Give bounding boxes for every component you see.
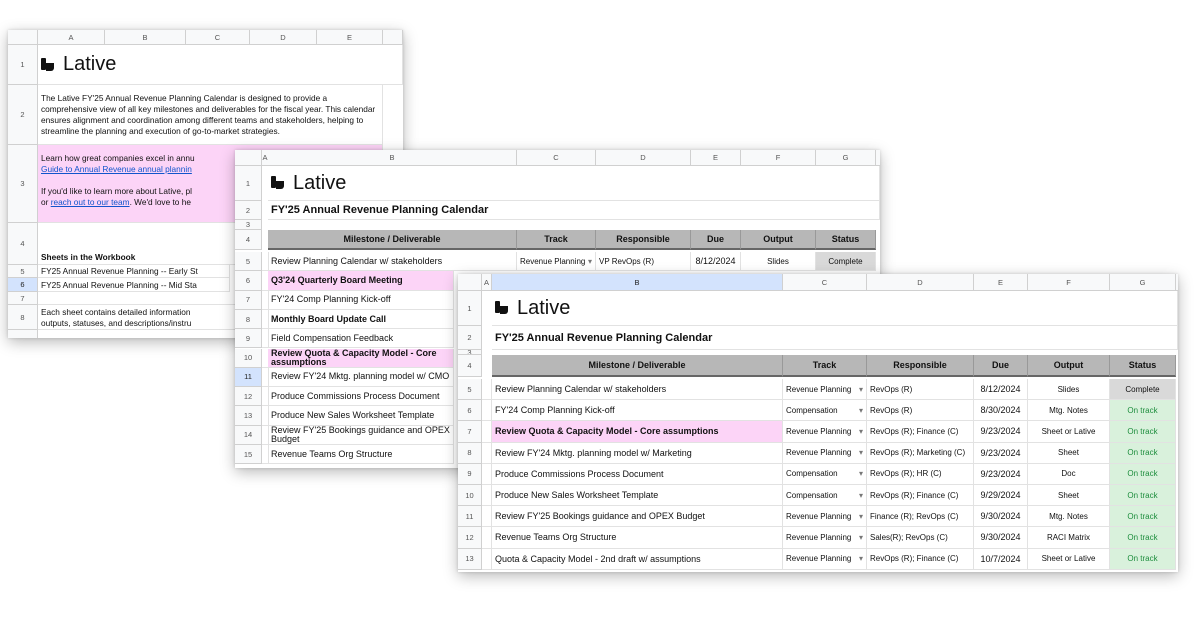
empty-cell — [482, 464, 492, 485]
corner-cell[interactable] — [235, 150, 262, 166]
contact-or: or — [41, 197, 51, 207]
row-header[interactable]: 2 — [458, 326, 482, 350]
milestone-cell[interactable]: Quota & Capacity Model - 2nd draft w/ assumptions — [492, 549, 783, 570]
contact-text: If you'd like to learn more about Lative, pl — [41, 186, 193, 196]
column-title: Due — [974, 355, 1028, 377]
track-dropdown[interactable]: Revenue Planning ▾ — [783, 379, 867, 400]
milestone-cell[interactable]: Review Quota & Capacity Model - Core assumptions — [492, 421, 783, 442]
column-header[interactable]: B — [105, 30, 186, 45]
responsible-cell[interactable]: RevOps (R); HR (C) — [867, 464, 974, 485]
empty-cell — [482, 443, 492, 464]
calendar-sheet-mid — [458, 274, 1178, 572]
row-header[interactable]: 8 — [458, 443, 482, 464]
sheet-title: FY'25 Annual Revenue Planning Calendar — [492, 326, 1178, 350]
column-header[interactable]: B — [492, 274, 783, 291]
empty-cell — [482, 485, 492, 506]
logo-text: Lative — [293, 171, 347, 194]
empty-cell — [482, 400, 492, 421]
learn-text: Learn how great companies excel in annu — [41, 153, 195, 163]
row-header[interactable]: 3 — [8, 145, 38, 223]
row-header[interactable]: 1 — [235, 166, 262, 201]
empty-cell — [482, 421, 492, 442]
column-header[interactable]: A — [482, 274, 492, 291]
responsible-cell[interactable]: RevOps (R) — [867, 379, 974, 400]
column-header[interactable]: D — [596, 150, 691, 166]
logo-cell — [38, 45, 403, 85]
lative-logo-icon — [271, 176, 285, 190]
column-header[interactable] — [1176, 274, 1178, 291]
output-cell[interactable]: Doc — [1028, 464, 1110, 485]
row-header[interactable]: 6 — [8, 278, 38, 292]
row-header[interactable]: 10 — [458, 485, 482, 506]
milestone-cell[interactable]: Produce New Sales Worksheet Template — [492, 485, 783, 506]
status-badge[interactable]: On track — [1110, 464, 1176, 485]
column-title: Milestone / Deliverable — [492, 355, 783, 377]
milestone-cell[interactable]: Review FY'25 Bookings guidance and OPEX Budget — [492, 506, 783, 527]
status-badge[interactable]: Complete — [1110, 379, 1176, 400]
column-header[interactable] — [383, 30, 403, 45]
status-badge[interactable]: On track — [1110, 400, 1176, 421]
row-header[interactable]: 7 — [235, 291, 262, 310]
column-header[interactable] — [876, 150, 880, 166]
row-header[interactable]: 14 — [235, 426, 262, 445]
responsible-cell[interactable]: RevOps (R); Finance (C) — [867, 421, 974, 442]
track-dropdown[interactable]: Revenue Planning ▾ — [517, 252, 596, 271]
sheet-link[interactable]: FY25 Annual Revenue Planning -- Mid Sta — [38, 278, 230, 292]
row-header[interactable]: 4 — [8, 223, 38, 265]
row-header[interactable]: 6 — [235, 271, 262, 290]
column-title: Status — [1110, 355, 1176, 377]
column-title: Milestone / Deliverable — [268, 230, 517, 250]
row-header[interactable] — [8, 330, 38, 338]
output-cell[interactable]: Slides — [1028, 379, 1110, 400]
row-header[interactable]: 11 — [458, 506, 482, 527]
corner-cell[interactable] — [8, 30, 38, 45]
desc-line: Each sheet contains detailed information — [41, 307, 191, 317]
row-header[interactable]: 8 — [8, 305, 38, 330]
corner-cell[interactable] — [458, 274, 482, 291]
milestone-cell[interactable]: Review Quota & Capacity Model - Core assumptions — [268, 349, 454, 368]
status-badge[interactable]: On track — [1110, 421, 1176, 442]
row-header[interactable]: 12 — [235, 387, 262, 406]
track-dropdown[interactable]: Revenue Planning ▾ — [783, 421, 867, 442]
milestone-cell[interactable]: Field Compensation Feedback — [268, 329, 454, 348]
sheets-heading: Sheets in the Workbook — [38, 223, 383, 265]
lative-logo-icon — [41, 58, 55, 72]
row-header[interactable]: 11 — [235, 368, 262, 387]
contact-suffix: . We'd love to he — [129, 197, 191, 207]
milestone-cell[interactable]: Review FY'25 Bookings guidance and OPEX Budget — [268, 426, 454, 445]
sheet-link[interactable]: FY25 Annual Revenue Planning -- Early St — [38, 265, 230, 278]
column-header[interactable]: A — [262, 150, 269, 166]
row-header[interactable]: 15 — [235, 445, 262, 464]
status-badge[interactable]: On track — [1110, 485, 1176, 506]
track-dropdown[interactable]: Compensation ▾ — [783, 485, 867, 506]
row-header[interactable]: 1 — [458, 291, 482, 326]
track-dropdown[interactable]: Revenue Planning ▾ — [783, 443, 867, 464]
track-dropdown[interactable]: Revenue Planning ▾ — [783, 549, 867, 570]
column-header[interactable]: E — [691, 150, 741, 166]
due-cell[interactable]: 9/23/2024 — [974, 421, 1028, 442]
column-title: Due — [691, 230, 741, 250]
row-header[interactable]: 6 — [458, 400, 482, 421]
column-header[interactable]: A — [38, 30, 105, 45]
track-dropdown[interactable]: Compensation ▾ — [783, 464, 867, 485]
column-header[interactable]: G — [1110, 274, 1176, 291]
milestone-cell[interactable]: FY'24 Comp Planning Kick-off — [492, 400, 783, 421]
row-header[interactable]: 5 — [458, 379, 482, 400]
due-cell[interactable]: 8/30/2024 — [974, 400, 1028, 421]
column-header[interactable]: D — [250, 30, 317, 45]
column-header[interactable]: F — [1028, 274, 1110, 291]
row-header[interactable]: 3 — [235, 220, 262, 230]
output-cell[interactable]: Sheet — [1028, 443, 1110, 464]
empty-cell — [482, 506, 492, 527]
empty-cell — [482, 379, 492, 400]
empty-cell — [482, 527, 492, 548]
row-header[interactable]: 4 — [235, 230, 262, 250]
column-title: Track — [517, 230, 596, 250]
sheet-title: FY'25 Annual Revenue Planning Calendar — [268, 201, 880, 220]
column-title: Responsible — [867, 355, 974, 377]
milestone-cell[interactable]: Review Planning Calendar w/ stakeholders — [268, 252, 517, 271]
row-header[interactable]: 13 — [235, 406, 262, 425]
row-header[interactable]: 9 — [458, 464, 482, 485]
logo-text: Lative — [517, 296, 571, 319]
responsible-cell[interactable]: RevOps (R) — [867, 400, 974, 421]
empty-cell — [482, 549, 492, 570]
track-dropdown[interactable]: Compensation ▾ — [783, 400, 867, 421]
status-badge[interactable]: On track — [1110, 506, 1176, 527]
milestone-cell[interactable]: Produce Commissions Process Document — [492, 464, 783, 485]
responsible-cell[interactable]: RevOps (R); Marketing (C) — [867, 443, 974, 464]
column-header[interactable]: G — [816, 150, 876, 166]
milestone-cell[interactable]: Review FY'24 Mktg. planning model w/ Marketing — [492, 443, 783, 464]
track-dropdown[interactable]: Revenue Planning ▾ — [783, 506, 867, 527]
lative-logo-icon — [495, 301, 509, 315]
milestone-cell[interactable]: Review Planning Calendar w/ stakeholders — [492, 379, 783, 400]
track-dropdown[interactable]: Revenue Planning ▾ — [783, 527, 867, 548]
column-header[interactable]: B — [268, 150, 517, 166]
guide-link[interactable]: Guide to Annual Revenue annual plannin — [41, 164, 192, 174]
row-header[interactable]: 1 — [8, 45, 38, 85]
due-cell[interactable]: 9/30/2024 — [974, 506, 1028, 527]
due-cell[interactable]: 8/12/2024 — [691, 252, 741, 271]
column-title: Status — [816, 230, 876, 250]
milestone-cell[interactable]: Review FY'24 Mktg. planning model w/ CMO — [268, 368, 454, 387]
desc-line: outputs, statuses, and descriptions/instru — [41, 318, 192, 328]
column-header[interactable]: D — [867, 274, 974, 291]
reach-out-link[interactable]: reach out to our team — [50, 197, 130, 207]
output-cell[interactable]: Sheet — [1028, 485, 1110, 506]
milestone-cell[interactable]: FY'24 Comp Planning Kick-off — [268, 291, 454, 310]
milestone-cell[interactable]: Revenue Teams Org Structure — [268, 445, 454, 464]
status-badge[interactable]: Complete — [816, 252, 876, 271]
row-header[interactable]: 5 — [235, 252, 262, 271]
milestone-cell[interactable]: Monthly Board Update Call — [268, 310, 454, 329]
row-header[interactable]: 10 — [235, 349, 262, 368]
milestone-cell[interactable]: Q3'24 Quarterly Board Meeting — [268, 271, 454, 290]
learn-more-text — [41, 153, 227, 208]
status-badge[interactable]: On track — [1110, 549, 1176, 570]
milestone-cell[interactable]: Produce New Sales Worksheet Template — [268, 406, 454, 425]
row-header[interactable]: 12 — [458, 527, 482, 548]
status-badge[interactable]: On track — [1110, 443, 1176, 464]
due-cell[interactable]: 9/23/2024 — [974, 443, 1028, 464]
milestone-cell[interactable]: Revenue Teams Org Structure — [492, 527, 783, 548]
row-header[interactable]: 8 — [235, 310, 262, 329]
column-title: Track — [783, 355, 867, 377]
due-cell[interactable]: 9/23/2024 — [974, 464, 1028, 485]
responsible-cell[interactable]: VP RevOps (R) — [596, 252, 691, 271]
status-badge[interactable]: On track — [1110, 527, 1176, 548]
output-cell[interactable]: RACI Matrix — [1028, 527, 1110, 548]
row-header[interactable]: 5 — [8, 265, 38, 278]
row-header[interactable]: 13 — [458, 549, 482, 570]
row-header[interactable]: 9 — [235, 329, 262, 348]
due-cell[interactable]: 9/30/2024 — [974, 527, 1028, 548]
column-title: Output — [1028, 355, 1110, 377]
row-header[interactable]: 3 — [458, 350, 482, 355]
column-title: Responsible — [596, 230, 691, 250]
milestone-cell[interactable]: Produce Commissions Process Document — [268, 387, 454, 406]
output-cell[interactable]: Slides — [741, 252, 816, 271]
output-cell[interactable]: Sheet or Lative — [1028, 549, 1110, 570]
output-cell[interactable]: Sheet or Lative — [1028, 421, 1110, 442]
row-header[interactable]: 2 — [235, 201, 262, 220]
column-header[interactable]: C — [186, 30, 250, 45]
logo-text: Lative — [63, 53, 117, 75]
row-header[interactable]: 7 — [458, 421, 482, 442]
responsible-cell[interactable]: RevOps (R); Finance (C) — [867, 549, 974, 570]
due-cell[interactable]: 10/7/2024 — [974, 549, 1028, 570]
responsible-cell[interactable]: Sales(R); RevOps (C) — [867, 527, 974, 548]
column-header[interactable]: C — [517, 150, 596, 166]
row-header[interactable]: 7 — [8, 292, 38, 305]
responsible-cell[interactable]: RevOps (R); Finance (C) — [867, 485, 974, 506]
sheet-description-text — [41, 307, 227, 329]
intro-text: The Lative FY'25 Annual Revenue Planning Calendar is designed to provide a comprehensive view of all key milestones and deliverables for the fiscal year. This calendar ensures alignment and coordination among different teams and stakeholders, helping to streamline the planning and execution of go-to-market strategies. — [38, 85, 383, 145]
row-header[interactable]: 2 — [8, 85, 38, 145]
column-title: Output — [741, 230, 816, 250]
logo-cell — [268, 166, 880, 201]
column-header[interactable]: F — [741, 150, 816, 166]
column-header[interactable]: E — [317, 30, 383, 45]
due-cell[interactable]: 8/12/2024 — [974, 379, 1028, 400]
column-header[interactable]: E — [974, 274, 1028, 291]
output-cell[interactable]: Mtg. Notes — [1028, 400, 1110, 421]
output-cell[interactable]: Mtg. Notes — [1028, 506, 1110, 527]
row-header[interactable]: 4 — [458, 355, 482, 377]
logo-cell — [492, 291, 1178, 326]
column-header[interactable]: C — [783, 274, 867, 291]
due-cell[interactable]: 9/29/2024 — [974, 485, 1028, 506]
responsible-cell[interactable]: Finance (R); RevOps (C) — [867, 506, 974, 527]
